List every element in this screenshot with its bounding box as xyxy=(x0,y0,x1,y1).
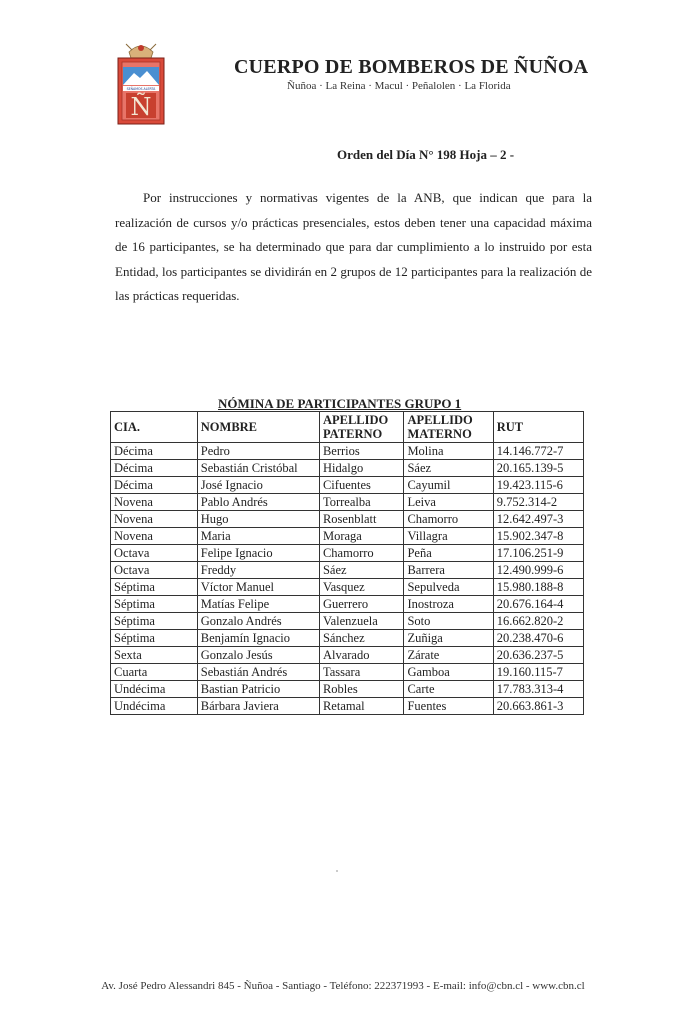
cell-cia: Décima xyxy=(111,443,198,460)
table-row xyxy=(111,477,584,494)
cell-apellido-paterno: Hidalgo xyxy=(319,460,403,477)
table-row xyxy=(111,494,584,511)
cell-apellido-materno: Cayumil xyxy=(404,477,493,494)
cell-rut: 9.752.314-2 xyxy=(493,494,583,511)
cell-rut: 20.663.861-3 xyxy=(493,698,583,715)
cell-rut: 15.980.188-8 xyxy=(493,579,583,596)
cell-apellido-paterno: Robles xyxy=(319,681,403,698)
cell-nombre: José Ignacio xyxy=(197,477,319,494)
cell-apellido-materno: Chamorro xyxy=(404,511,493,528)
cell-rut: 16.662.820-2 xyxy=(493,613,583,630)
cell-rut: 20.238.470-6 xyxy=(493,630,583,647)
cell-cia: Novena xyxy=(111,528,198,545)
header-apellido-paterno xyxy=(319,412,403,443)
table-row xyxy=(111,562,584,579)
header-materno-line1: APELLIDO xyxy=(407,413,473,427)
table-row xyxy=(111,596,584,613)
cell-cia: Undécima xyxy=(111,681,198,698)
cell-apellido-paterno: Tassara xyxy=(319,664,403,681)
header-materno-line2: MATERNO xyxy=(407,427,472,441)
cell-apellido-materno: Sepulveda xyxy=(404,579,493,596)
cell-cia: Octava xyxy=(111,545,198,562)
cell-cia: Séptima xyxy=(111,630,198,647)
cell-apellido-paterno: Torrealba xyxy=(319,494,403,511)
cell-apellido-materno: Zuñiga xyxy=(404,630,493,647)
cell-apellido-materno: Sáez xyxy=(404,460,493,477)
cell-apellido-paterno: Moraga xyxy=(319,528,403,545)
cell-rut: 15.902.347-8 xyxy=(493,528,583,545)
table-header-row xyxy=(111,412,584,443)
table-row xyxy=(111,681,584,698)
organization-communes: Ñuñoa · La Reina · Macul · Peñalolen · La Florida xyxy=(287,80,511,92)
cell-cia: Octava xyxy=(111,562,198,579)
table-row xyxy=(111,443,584,460)
page-speck xyxy=(336,870,338,872)
cell-apellido-materno: Soto xyxy=(404,613,493,630)
header-nombre: NOMBRE xyxy=(197,412,319,443)
cell-cia: Décima xyxy=(111,477,198,494)
logo-motto: SEÑAMOS ALERTA xyxy=(126,87,156,91)
cell-cia: Séptima xyxy=(111,579,198,596)
cell-apellido-materno: Villagra xyxy=(404,528,493,545)
participants-table xyxy=(110,411,584,715)
cell-apellido-materno: Molina xyxy=(404,443,493,460)
cell-nombre: Pedro xyxy=(197,443,319,460)
cell-cia: Novena xyxy=(111,511,198,528)
instructions-paragraph: Por instrucciones y normativas vigentes de la ANB, que indican que para la realización de cursos y/o prácticas presenciales, estos deben tener una capacidad máxima de 16 participantes, se ha determinado que para dar cumplimiento a lo instruido por esta Entidad, los participantes se dividirán en 2 grupos de 12 participantes para la realización de las prácticas requeridas. xyxy=(115,190,592,303)
cell-rut: 17.106.251-9 xyxy=(493,545,583,562)
footer-contact: Av. José Pedro Alessandri 845 - Ñuñoa - Santiago - Teléfono: 222371993 - E-mail: info@cbn.cl - www.cbn.cl xyxy=(101,980,585,992)
table-row xyxy=(111,698,584,715)
cell-apellido-materno: Inostroza xyxy=(404,596,493,613)
cell-apellido-paterno: Cifuentes xyxy=(319,477,403,494)
table-row xyxy=(111,528,584,545)
cell-nombre: Felipe Ignacio xyxy=(197,545,319,562)
cell-apellido-materno: Leiva xyxy=(404,494,493,511)
table-row xyxy=(111,664,584,681)
cell-apellido-paterno: Vasquez xyxy=(319,579,403,596)
order-of-day-line: Orden del Día N° 198 Hoja – 2 - xyxy=(337,147,515,162)
logo-letter: Ñ xyxy=(130,93,152,121)
header-paterno-line1: APELLIDO xyxy=(322,413,389,427)
cell-cia: Séptima xyxy=(111,613,198,630)
cell-apellido-materno: Barrera xyxy=(404,562,493,579)
fire-department-logo xyxy=(114,40,168,126)
cell-apellido-paterno: Valenzuela xyxy=(319,613,403,630)
table-row xyxy=(111,460,584,477)
cell-nombre: Bastian Patricio xyxy=(197,681,319,698)
table-row xyxy=(111,613,584,630)
cell-nombre: Gonzalo Andrés xyxy=(197,613,319,630)
header-paterno-line2: PATERNO xyxy=(322,427,383,441)
cell-cia: Décima xyxy=(111,460,198,477)
cell-apellido-materno: Gamboa xyxy=(404,664,493,681)
cell-nombre: Maria xyxy=(197,528,319,545)
cell-cia: Sexta xyxy=(111,647,198,664)
cell-apellido-paterno: Alvarado xyxy=(319,647,403,664)
table-body xyxy=(111,443,584,715)
table-row xyxy=(111,630,584,647)
cell-rut: 20.165.139-5 xyxy=(493,460,583,477)
cell-nombre: Sebastián Cristóbal xyxy=(197,460,319,477)
cell-apellido-materno: Zárate xyxy=(404,647,493,664)
cell-nombre: Gonzalo Jesús xyxy=(197,647,319,664)
header-apellido-materno xyxy=(404,412,493,443)
cell-nombre: Sebastián Andrés xyxy=(197,664,319,681)
cell-apellido-materno: Carte xyxy=(404,681,493,698)
cell-rut: 14.146.772-7 xyxy=(493,443,583,460)
cell-rut: 12.490.999-6 xyxy=(493,562,583,579)
table-row xyxy=(111,647,584,664)
header-cia: CIA. xyxy=(111,412,198,443)
organization-title: CUERPO DE BOMBEROS DE ÑUÑOA xyxy=(234,56,589,78)
cell-apellido-paterno: Chamorro xyxy=(319,545,403,562)
cell-cia: Séptima xyxy=(111,596,198,613)
cell-cia: Undécima xyxy=(111,698,198,715)
cell-nombre: Benjamín Ignacio xyxy=(197,630,319,647)
cell-rut: 19.423.115-6 xyxy=(493,477,583,494)
cell-nombre: Bárbara Javiera xyxy=(197,698,319,715)
cell-apellido-materno: Fuentes xyxy=(404,698,493,715)
cell-apellido-paterno: Retamal xyxy=(319,698,403,715)
cell-apellido-paterno: Sáez xyxy=(319,562,403,579)
cell-nombre: Freddy xyxy=(197,562,319,579)
table-title: NÓMINA DE PARTICIPANTES GRUPO 1 xyxy=(218,396,462,411)
cell-cia: Cuarta xyxy=(111,664,198,681)
cell-nombre: Pablo Andrés xyxy=(197,494,319,511)
cell-apellido-paterno: Sánchez xyxy=(319,630,403,647)
table-row xyxy=(111,579,584,596)
cell-rut: 20.676.164-4 xyxy=(493,596,583,613)
cell-rut: 20.636.237-5 xyxy=(493,647,583,664)
cell-apellido-paterno: Guerrero xyxy=(319,596,403,613)
cell-cia: Novena xyxy=(111,494,198,511)
cell-apellido-materno: Peña xyxy=(404,545,493,562)
cell-rut: 19.160.115-7 xyxy=(493,664,583,681)
cell-nombre: Víctor Manuel xyxy=(197,579,319,596)
cell-apellido-paterno: Berrios xyxy=(319,443,403,460)
cell-nombre: Hugo xyxy=(197,511,319,528)
header-rut: RUT xyxy=(493,412,583,443)
cell-apellido-paterno: Rosenblatt xyxy=(319,511,403,528)
table-row xyxy=(111,511,584,528)
cell-rut: 12.642.497-3 xyxy=(493,511,583,528)
cell-rut: 17.783.313-4 xyxy=(493,681,583,698)
cell-nombre: Matías Felipe xyxy=(197,596,319,613)
table-row xyxy=(111,545,584,562)
